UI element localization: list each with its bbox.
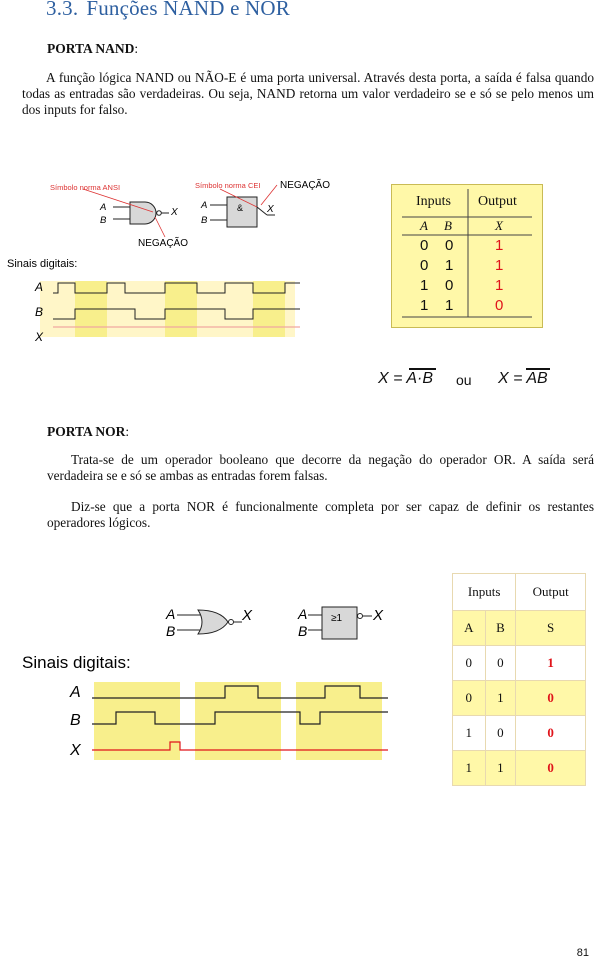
section-title-text: Funções NAND e NOR bbox=[86, 0, 290, 20]
nor-ansi-input-a: A bbox=[166, 606, 176, 622]
nand-heading-colon: : bbox=[134, 41, 139, 56]
nor-row-1-a: 0 bbox=[453, 681, 486, 716]
nor-heading bbox=[47, 424, 129, 440]
nand-row-2-x: 1 bbox=[495, 277, 504, 294]
nand-heading bbox=[47, 41, 138, 57]
negacao-top-label: NEGAÇÃO bbox=[280, 180, 331, 191]
cei-and-symbol: & bbox=[237, 203, 244, 213]
nor-row-0-b: 0 bbox=[485, 646, 516, 681]
nor-cei-input-b: B bbox=[298, 623, 308, 639]
nand-row-0-x: 1 bbox=[495, 237, 504, 254]
cei-output-x: X bbox=[267, 204, 274, 215]
nor-table-header-output: Output bbox=[516, 574, 586, 611]
nand-signal-x-label: X bbox=[35, 330, 44, 344]
nand-table-sub-a: A bbox=[420, 218, 428, 233]
nor-paragraph-1: Trata-se de um operador booleano que decorre da negação do operador OR. A saída será verdadeira se e só se ambas as entradas forem falsas. bbox=[47, 452, 594, 483]
nand-heading-text: PORTA NAND bbox=[47, 41, 135, 56]
nor-ansi-gate-icon bbox=[177, 610, 242, 634]
nand-row-3-b: 1 bbox=[445, 297, 454, 314]
nand-table-header-output: Output bbox=[478, 194, 517, 209]
nand-table-sub-b: B bbox=[444, 218, 452, 233]
nand-row-3-x: 0 bbox=[495, 297, 504, 314]
nor-row-0-a: 0 bbox=[453, 646, 486, 681]
nand-ansi-gate-icon bbox=[113, 202, 169, 224]
nor-signal-diagram bbox=[20, 600, 400, 770]
nor-signals-label: Sinais digitais: bbox=[22, 653, 131, 672]
nand-row-2-a: 1 bbox=[420, 277, 429, 294]
nand-row-2-b: 0 bbox=[445, 277, 454, 294]
nor-table-header-inputs: Inputs bbox=[453, 574, 516, 611]
nor-row-3-a: 1 bbox=[453, 751, 486, 786]
nor-cei-output-x: X bbox=[373, 607, 384, 624]
negacao-bottom-label: NEGAÇÃO bbox=[138, 238, 189, 249]
ansi-label: Símbolo norma ANSI bbox=[50, 183, 121, 192]
nand-paragraph: A função lógica NAND ou NÃO-E é uma porta universal. Através desta porta, a saída é falsa quando todas as entradas são verdadeiras. Ou seja, NAND retorna um valor verdadeiro se e só se pelo menos um dos inputs for falso. bbox=[22, 70, 594, 117]
nor-row-1-s: 0 bbox=[516, 681, 586, 716]
nand-row-0-a: 0 bbox=[420, 237, 429, 254]
nor-row-3-b: 1 bbox=[485, 751, 516, 786]
nand-row-1-a: 0 bbox=[420, 257, 429, 274]
nor-signal-b-label: B bbox=[70, 712, 81, 729]
nand-formula-right-overbar bbox=[526, 368, 550, 370]
nor-row-3-s: 0 bbox=[516, 751, 586, 786]
nor-row-0-s: 1 bbox=[516, 646, 586, 681]
nor-row-1-b: 1 bbox=[485, 681, 516, 716]
nor-row-2-b: 0 bbox=[485, 716, 516, 751]
nand-signals-label: Sinais digitais: bbox=[7, 258, 78, 270]
nor-ansi-output-x: X bbox=[242, 607, 253, 624]
nand-signal-a-label: A bbox=[35, 280, 44, 294]
nand-formula-left bbox=[378, 370, 433, 388]
nand-truth-table bbox=[391, 184, 543, 328]
nor-truth-table bbox=[452, 573, 586, 786]
nor-table-sub-s: S bbox=[516, 611, 586, 646]
nand-formula-right: X = AB bbox=[498, 370, 548, 387]
nand-table-header-inputs: Inputs bbox=[416, 194, 451, 209]
nor-signal-a-label: A bbox=[70, 684, 81, 701]
nand-row-3-a: 1 bbox=[420, 297, 429, 314]
page-number: 81 bbox=[576, 947, 589, 959]
nor-heading-text: PORTA NOR bbox=[47, 424, 126, 439]
nor-paragraph-2: Diz-se que a porta NOR é funcionalmente completa por ser capaz de definir os restantes operadores lógicos. bbox=[47, 499, 594, 530]
nand-truth-table-grid bbox=[392, 185, 542, 327]
nor-table-sub-a: A bbox=[453, 611, 486, 646]
nor-table-sub-b: B bbox=[485, 611, 516, 646]
cei-label: Símbolo norma CEI bbox=[195, 181, 261, 190]
section-number: 3.3. bbox=[46, 0, 79, 20]
nor-row-2-s: 0 bbox=[516, 716, 586, 751]
nand-row-1-x: 1 bbox=[495, 257, 504, 274]
nand-formula-left-text: X = A·B bbox=[378, 370, 433, 387]
ansi-input-b: B bbox=[100, 215, 107, 226]
nand-formula-left-overbar bbox=[409, 368, 436, 370]
nand-signal-b-label: B bbox=[35, 305, 44, 319]
nand-signal-diagram bbox=[5, 175, 331, 350]
nor-heading-colon: : bbox=[125, 424, 130, 439]
cei-input-b: B bbox=[201, 215, 208, 226]
nand-row-0-b: 0 bbox=[445, 237, 454, 254]
cei-input-a: A bbox=[201, 200, 208, 211]
nand-table-sub-x: X bbox=[495, 218, 503, 233]
nand-formula-or: ou bbox=[456, 372, 472, 388]
nor-cei-or-symbol: ≥1 bbox=[331, 613, 343, 624]
nor-row-2-a: 1 bbox=[453, 716, 486, 751]
nor-signal-x-label: X bbox=[70, 742, 81, 759]
nand-row-1-b: 1 bbox=[445, 257, 454, 274]
ansi-output-x: X bbox=[171, 207, 178, 218]
ansi-input-a: A bbox=[100, 202, 107, 213]
nor-cei-input-a: A bbox=[298, 606, 308, 622]
nor-ansi-input-b: B bbox=[166, 623, 176, 639]
section-title bbox=[46, 0, 290, 21]
